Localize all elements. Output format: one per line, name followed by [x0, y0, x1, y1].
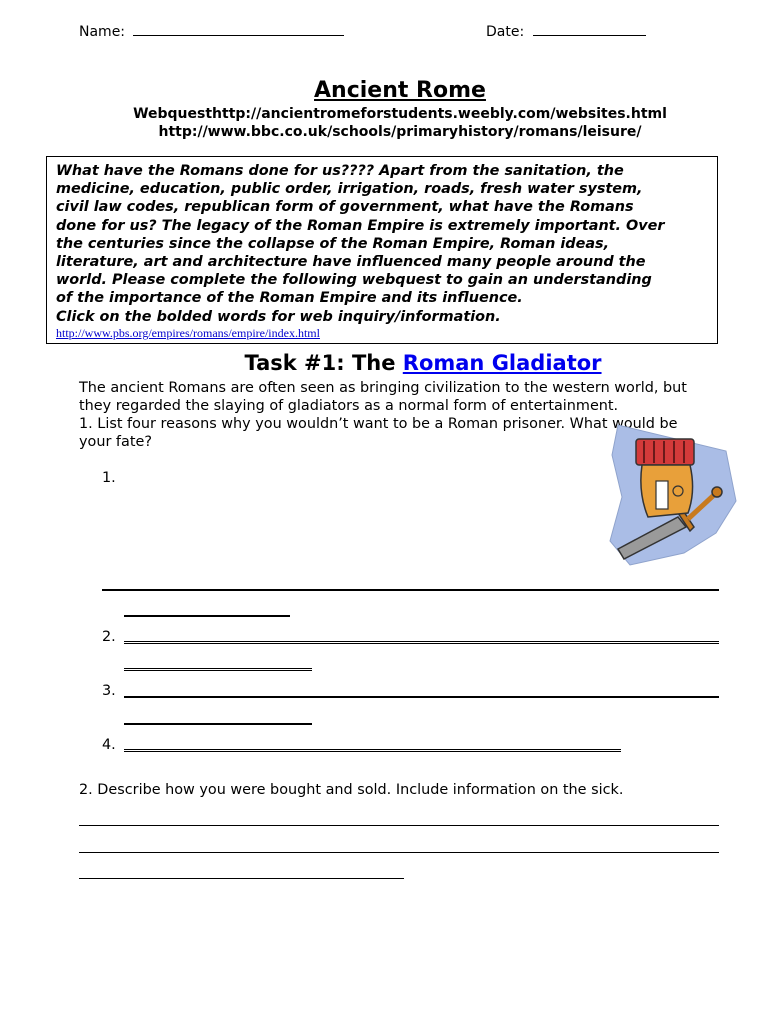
- page-title: Ancient Rome: [314, 78, 486, 103]
- answer-line-2b[interactable]: [124, 668, 312, 671]
- task1-title-prefix: Task #1: The: [244, 351, 403, 375]
- pbs-empire-link[interactable]: http://www.pbs.org/empires/romans/empire/index.html: [56, 326, 320, 340]
- gladiator-helmet-sword-icon: [608, 421, 738, 571]
- answer-line-q2b[interactable]: [79, 852, 719, 853]
- answer-line-3a[interactable]: [124, 696, 719, 698]
- answer-line-1b[interactable]: [124, 615, 290, 617]
- answer-line-4[interactable]: [124, 749, 621, 752]
- answer-line-3b[interactable]: [124, 723, 312, 725]
- intro-line: the centuries since the collapse of the Roman Empire, Roman ideas,: [56, 235, 610, 252]
- item-number-2: 2.: [102, 629, 116, 645]
- intro-text: [56, 162, 718, 326]
- intro-line: What have the Romans done for us???? Apart from the sanitation, the: [56, 163, 624, 179]
- answer-line-q2c[interactable]: [79, 878, 404, 879]
- item-number-4: 4.: [102, 737, 116, 753]
- paragraph-line: The ancient Romans are often seen as bringing civilization to the western world, but: [79, 380, 687, 396]
- intro-box: [46, 156, 718, 344]
- name-field[interactable]: [79, 23, 344, 40]
- answer-line-1a[interactable]: [102, 589, 719, 591]
- task1-title: [0, 351, 768, 375]
- intro-line: done for us? The legacy of the Roman Empire is extremely important. Over: [56, 217, 665, 234]
- intro-line: of the importance of the Roman Empire and its influence.: [56, 290, 523, 307]
- answer-line-2a[interactable]: [124, 641, 719, 644]
- item-number-1: 1.: [102, 470, 116, 486]
- name-blank[interactable]: [133, 23, 344, 36]
- roman-gladiator-link[interactable]: Roman Gladiator: [402, 351, 602, 375]
- webquest-url-2[interactable]: http://www.bbc.co.uk/schools/primaryhistory/romans/leisure/: [158, 124, 642, 140]
- paragraph-line: they regarded the slaying of gladiators as a normal form of entertainment.: [79, 398, 619, 414]
- date-blank[interactable]: [533, 23, 646, 36]
- answer-line-q2a[interactable]: [79, 825, 719, 826]
- intro-line: medicine, education, public order, irrigation, roads, fresh water system,: [56, 181, 643, 198]
- intro-line: world. Please complete the following webquest to gain an understanding: [56, 272, 652, 289]
- date-field[interactable]: [486, 23, 646, 40]
- date-label: Date:: [486, 24, 525, 40]
- question-1-text: your fate?: [79, 434, 152, 450]
- question-2-text: 2. Describe how you were bought and sold. Include information on the sick.: [79, 782, 624, 798]
- webquest-url-1[interactable]: Webquesthttp://ancientromeforstudents.weebly.com/websites.html: [133, 106, 667, 122]
- item-number-3: 3.: [102, 683, 116, 699]
- intro-line: literature, art and architecture have influenced many people around the: [56, 254, 646, 271]
- question-1-text: 1. List four reasons why you wouldn’t want to be a Roman prisoner. What would be: [79, 416, 678, 432]
- name-label: Name:: [79, 24, 126, 40]
- intro-line: Click on the bolded words for web inquiry/information.: [56, 308, 501, 325]
- intro-line: civil law codes, republican form of government, what have the Romans: [56, 199, 634, 216]
